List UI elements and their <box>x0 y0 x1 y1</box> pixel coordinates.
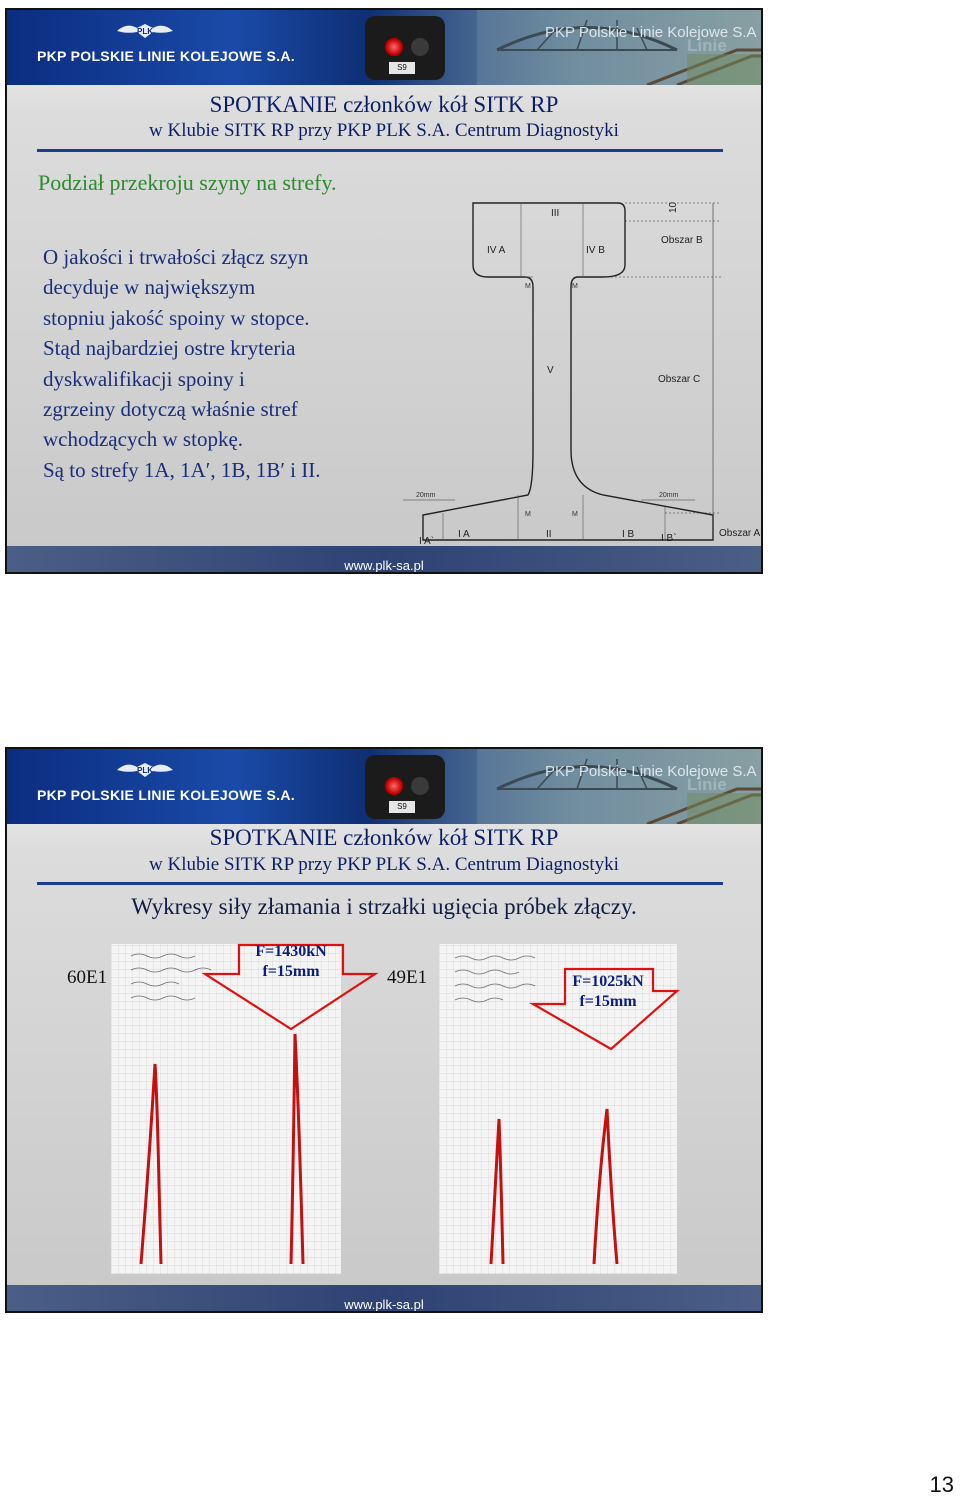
slide-subtitle: w Klubie SITK RP przy PKP PLK S.A. Centrum Diagnostyki <box>149 120 619 141</box>
dim-20mm-right: 20mm <box>659 492 679 499</box>
banner-watermark: PKP Polskie Linie Kolejowe S.A <box>545 763 757 780</box>
force-value: F=1025kN <box>572 973 644 990</box>
slide-1 <box>5 8 763 574</box>
signal-plate: S9 <box>389 62 415 74</box>
banner-watermark: PKP Polskie Linie Kolejowe S.A <box>545 24 757 41</box>
mark-M: M <box>525 511 531 518</box>
signal-plate: S9 <box>389 801 415 813</box>
paragraph-line: zgrzeiny dotyczą właśnie stref <box>43 397 298 422</box>
page-number: 13 <box>929 1472 954 1497</box>
slide-2 <box>5 747 763 1313</box>
zone-III-label: III <box>551 208 560 219</box>
mark-M: M <box>572 511 578 518</box>
zone-IB-prime-label: I B` <box>661 533 677 544</box>
paragraph-line: Stąd najbardziej ostre kryteria <box>43 336 296 361</box>
footer-url: www.plk-sa.pl <box>344 1297 424 1312</box>
banner-watermark-overlay: Linie <box>687 36 727 55</box>
zone-II-label: II <box>546 529 552 540</box>
footer-url: www.plk-sa.pl <box>344 558 424 573</box>
callout-arrows <box>7 749 761 1313</box>
zone-IVB-label: IV B <box>586 245 605 256</box>
area-B-label: Obszar B <box>661 235 703 246</box>
rail-type-label-60E1: 60E1 <box>67 967 108 988</box>
company-name: PKP POLSKIE LINIE KOLEJOWE S.A. <box>37 787 295 803</box>
header-banner <box>7 10 761 85</box>
mark-M: M <box>572 283 578 290</box>
paragraph-line: O jakości i trwałości złącz szyn <box>43 245 309 269</box>
paragraph-line: decyduje w największym <box>43 275 256 300</box>
plk-logo-text: PLK <box>137 766 153 775</box>
paragraph-line: Są to strefy 1A, 1A′, 1B, 1B′ i II. <box>43 457 321 482</box>
body-paragraph <box>43 242 433 485</box>
slide-title: SPOTKANIE członków kół SITK RP <box>209 92 559 117</box>
signal-dark-lamp <box>411 38 429 56</box>
force-value: F=1430kN <box>255 943 327 960</box>
slide-title: SPOTKANIE członków kół SITK RP <box>209 825 559 850</box>
zone-IA-prime-label: I A` <box>419 536 435 545</box>
callout-text-60E1 <box>239 942 343 982</box>
plk-logo-text: PLK <box>137 27 153 36</box>
rail-cross-section-diagram <box>403 195 763 545</box>
deflection-value: f=15mm <box>262 963 320 980</box>
section-title: Podział przekroju szyny na strefy. <box>38 170 337 195</box>
railway-signal-icon <box>365 16 445 80</box>
plk-logo-icon <box>115 20 175 42</box>
rail-outline <box>423 203 713 540</box>
slide-subtitle: w Klubie SITK RP przy PKP PLK S.A. Centrum Diagnostyki <box>149 854 619 875</box>
company-name: PKP POLSKIE LINIE KOLEJOWE S.A. <box>37 48 295 64</box>
paragraph-line: stopniu jakość spoiny w stopce. <box>43 305 310 330</box>
zone-IA-label: I A <box>458 529 470 540</box>
title-divider <box>37 149 723 152</box>
zone-IB-label: I B <box>622 529 635 540</box>
paragraph-line: wchodzących w stopkę. <box>43 427 244 452</box>
signal-red-lamp <box>385 38 403 56</box>
zone-V-label: V <box>547 365 554 376</box>
rail-type-label-49E1: 49E1 <box>387 967 428 988</box>
area-C-label: Obszar C <box>658 374 701 385</box>
banner-watermark-overlay: Linie <box>687 775 727 794</box>
section-title: Wykresy siły złamania i strzałki ugięcia próbek złączy. <box>131 894 637 919</box>
paragraph-line: dyskwalifikacji spoiny i <box>43 366 245 391</box>
zone-IVA-label: IV A <box>487 245 506 256</box>
dim-20mm-left: 20mm <box>416 492 436 499</box>
deflection-value: f=15mm <box>579 993 637 1010</box>
dim-10-label: 10 <box>668 201 679 213</box>
callout-text-49E1 <box>560 972 656 1012</box>
area-A-label: Obszar A <box>719 528 761 539</box>
mark-M: M <box>525 283 531 290</box>
